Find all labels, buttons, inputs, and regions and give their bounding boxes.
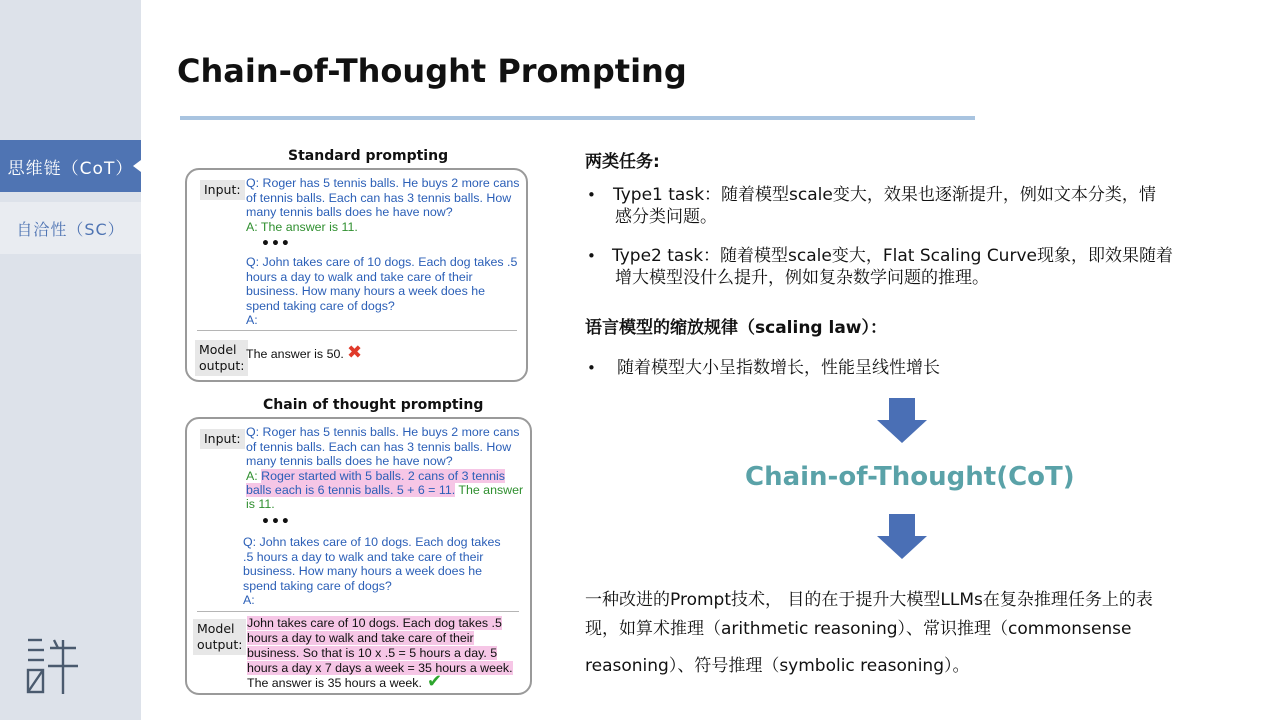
ellipsis: •••: [261, 514, 291, 530]
down-arrow-icon: [876, 398, 928, 444]
reasoning-highlight: hours a day to walk and take care of their: [247, 631, 474, 645]
sidebar-item-cot[interactable]: 思维链（CoT）: [0, 140, 141, 192]
reasoning-highlight: hours a day x 7 days a week = 35 hours a week.: [247, 661, 513, 675]
input-tag: Input:: [200, 429, 245, 449]
model-output-tag: Model output:: [195, 340, 248, 376]
page-title: Chain-of-Thought Prompting: [177, 52, 687, 90]
task-types-heading: 两类任务:: [585, 152, 660, 172]
reasoning-highlight: Roger started with 5 balls. 2 cans of 3 tennis: [261, 469, 505, 483]
model-output-text: The answer is 50.: [246, 347, 344, 361]
scaling-law-text: 随着模型大小呈指数增长，性能呈线性增长: [617, 358, 940, 378]
check-icon: ✔: [427, 671, 443, 692]
sidebar: [0, 0, 141, 720]
bullet-icon: •: [587, 247, 596, 265]
model-output-line: [247, 646, 497, 661]
cot-description-line1: 一种改进的Prompt技术， 目的在于提升大模型LLMs在复杂推理任务上的表: [585, 590, 1153, 610]
cot-description-line3: reasoning）、符号推理（symbolic reasoning）。: [585, 656, 970, 676]
type2-line2: 增大模型没什么提升，例如复杂数学问题的推理。: [615, 268, 989, 288]
model-output-text: The answer is 35 hours a week.: [247, 676, 422, 690]
cot-answer-line1: [246, 469, 505, 484]
cross-icon: ✖: [347, 342, 363, 363]
ellipsis: •••: [261, 236, 291, 252]
reasoning-highlight: business. So that is 10 x .5 = 5 hours a day. 5: [247, 646, 498, 660]
type1-line1: Type1 task：随着模型scale变大，效果也逐渐提升，例如文本分类，情: [613, 185, 1156, 205]
question-text: Q: Roger has 5 tennis balls. He buys 2 more cans of tennis balls. Each can has 3 tennis balls. How many tennis balls does he have now?: [246, 425, 520, 469]
model-output-tag: Model output:: [193, 619, 246, 655]
separator: [197, 330, 517, 331]
standard-prompting-caption: Standard prompting: [288, 148, 449, 164]
scaling-law-heading: 语言模型的缩放规律（scaling law）：: [585, 318, 888, 338]
bullet-icon: •: [587, 359, 596, 377]
type2-line1: Type2 task：随着模型scale变大，Flat Scaling Curve现象，即效果随着: [612, 246, 1173, 266]
answer-text: The answer: [455, 483, 524, 497]
reasoning-highlight: balls each is 6 tennis balls. 5 + 6 = 11.: [246, 483, 456, 497]
model-output-line: [247, 616, 502, 631]
model-output-line: [247, 631, 474, 646]
question-text: Q: John takes care of 10 dogs. Each dog takes .5 hours a day to walk and take care of their business. How many hours a week does he spend taking care of dogs? A:: [246, 255, 518, 328]
cot-label: Chain-of-Thought(CoT): [745, 462, 1075, 492]
cot-answer-line2: [246, 483, 523, 498]
sidebar-item-sc[interactable]: 自洽性（SC）: [0, 202, 141, 254]
type1-line2: 感分类问题。: [615, 207, 717, 227]
answer-text: is 11.: [246, 497, 275, 511]
answer-prefix: A:: [246, 469, 262, 483]
title-divider: [180, 116, 975, 120]
cot-prompting-box: [185, 417, 532, 695]
separator: [197, 611, 519, 612]
standard-prompting-box: [185, 168, 528, 382]
cot-description-line2: 现，如算术推理（arithmetic reasoning）、常识推理（commonsense: [585, 619, 1132, 639]
bullet-icon: •: [587, 186, 596, 204]
model-output-line: [247, 661, 513, 676]
logo-icon: [24, 636, 80, 696]
reasoning-highlight: John takes care of 10 dogs. Each dog takes .5: [247, 616, 502, 630]
question-text: Q: John takes care of 10 dogs. Each dog takes .5 hours a day to walk and take care of their business. How many hours a week does he spend taking care of dogs? A:: [243, 535, 501, 608]
answer-text: A: The answer is 11.: [246, 220, 358, 234]
cot-prompting-caption: Chain of thought prompting: [263, 397, 484, 413]
input-tag: Input:: [200, 180, 245, 200]
down-arrow-icon: [876, 514, 928, 560]
question-text: Q: Roger has 5 tennis balls. He buys 2 more cans of tennis balls. Each can has 3 tennis balls. How many tennis balls does he have now?: [246, 176, 520, 220]
